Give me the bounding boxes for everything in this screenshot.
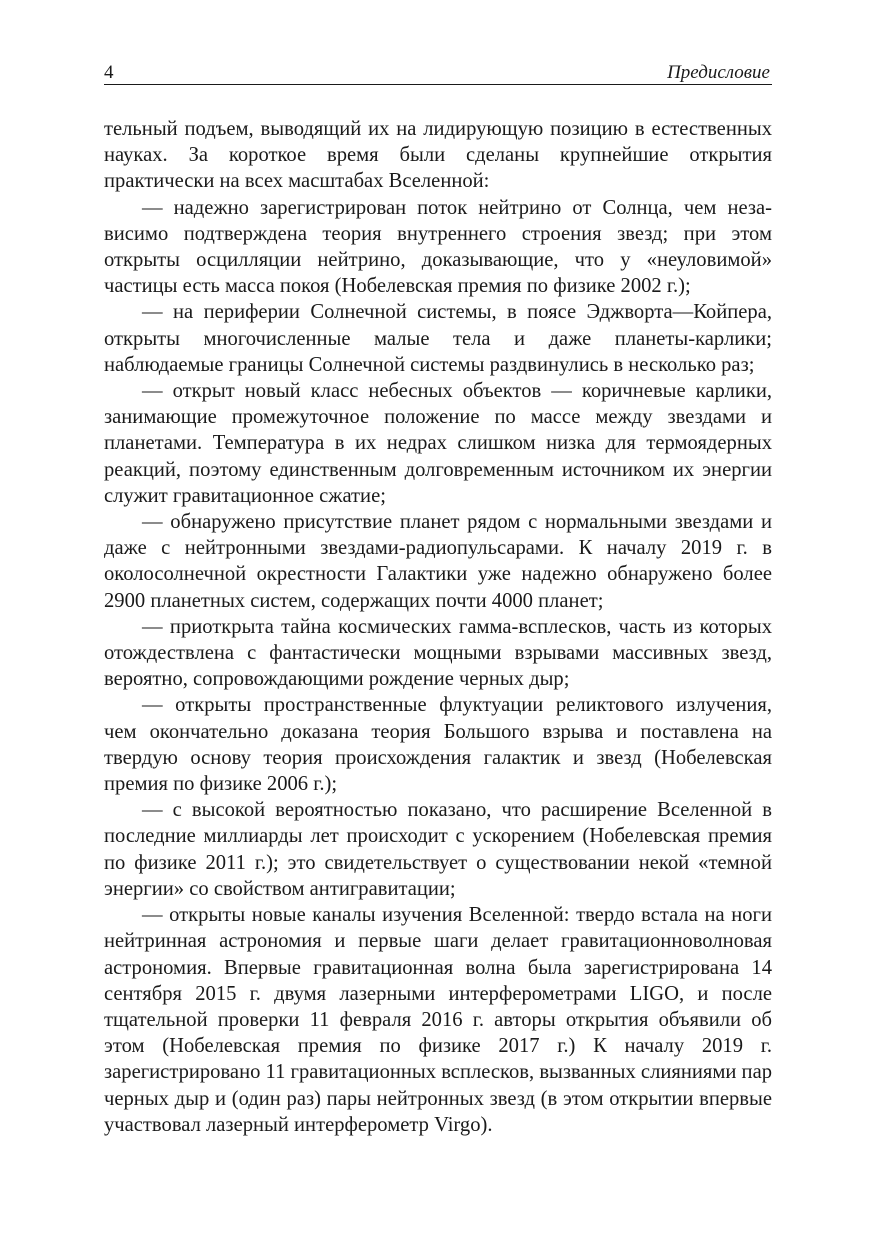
list-item-gamma-ray-bursts: — приоткрыта тайна космических гамма-всплесков, часть из которых отождествлена с фантастически мощными взрывами массивных звезд, вероятно, сопровождающими рождение черных дыр; bbox=[104, 615, 772, 691]
intro-paragraph: тельный подъем, выводящий их на лидирующую позицию в естественных науках. За короткое время были сделаны крупнейшие открытия практически на всех масштабах Вселенной: bbox=[104, 118, 772, 193]
book-page bbox=[104, 56, 772, 1138]
list-item-kuiper-belt: — на периферии Солнечной системы, в поясе Эджворта—Койпера, открыты многочисленные малые тела и даже планеты-карлики; наблюдаемые границы Солнечной системы раздвинулись в несколько раз; bbox=[104, 301, 772, 376]
running-header bbox=[104, 56, 772, 85]
list-item-neutrino: — надежно зарегистрирован поток нейтрино от Солнца, чем независимо подтверждена теория внутреннего строения звезд; при этом открыты осцилляции нейтрино, доказывающие, что у «неуловимой» частицы есть масса покоя (Нобелевская премия по физике 2002 г.); bbox=[104, 196, 772, 298]
page-number: 4 bbox=[104, 62, 114, 83]
body-text bbox=[104, 116, 772, 1138]
list-item-exoplanets: — обнаружено присутствие планет рядом с нормальными звездами и даже с нейтронными звездами-радиопульсарами. К началу 2019 г. в околосолнечной окрестности Галактики уже надежно обнаружено более 2900 планетных систем, содержащих почти 4000 планет; bbox=[104, 511, 772, 612]
section-title: Предисловие bbox=[667, 62, 770, 83]
list-item-new-astronomy-channels: — открыты новые каналы изучения Вселенной: твердо встала на ноги нейтринная астрономия и первые шаги делает гравитационноволновая астрономия. Впервые гравитационная волна была зарегистрирована 14 сентября 2015 г. двумя лазерными интерферометрами LIGO, и после тщательной проверки 11 февраля 2016 г. авторы открытия объявили об этом (Нобелевская премия по физике 2017 г.) К началу 2019 г. зарегистрировано 11 гравитационных всплесков, вызванных слияниями пар черных дыр и (один раз) пары нейтронных звезд (в этом открытии впервые участвовал лазерный интерферометр Virgo). bbox=[104, 904, 773, 1136]
list-item-brown-dwarfs: — открыт новый класс небесных объектов — коричневые карлики, занимающие промежуточное положение по массе между звездами и планетами. Температура в их недрах слишком низка для термоядерных реакций, поэтому единственным долговременным источником их энергии служит гравитационное сжатие; bbox=[104, 380, 772, 507]
list-item-accelerating-expansion: — с высокой вероятностью показано, что расширение Вселенной в последние миллиарды лет происходит с ускорением (Нобелевская премия по физике 2011 г.); это свидетельствует о существовании некой «темной энергии» со свойством антигравитации; bbox=[104, 799, 772, 900]
list-item-cmb-fluctuations: — открыты пространственные флуктуации реликтового излучения, чем окончательно доказана теория Большого взрыва и поставлена на твердую основу теория происхождения галактик и звезд (Нобелевская премия по физике 2006 г.); bbox=[104, 694, 772, 796]
